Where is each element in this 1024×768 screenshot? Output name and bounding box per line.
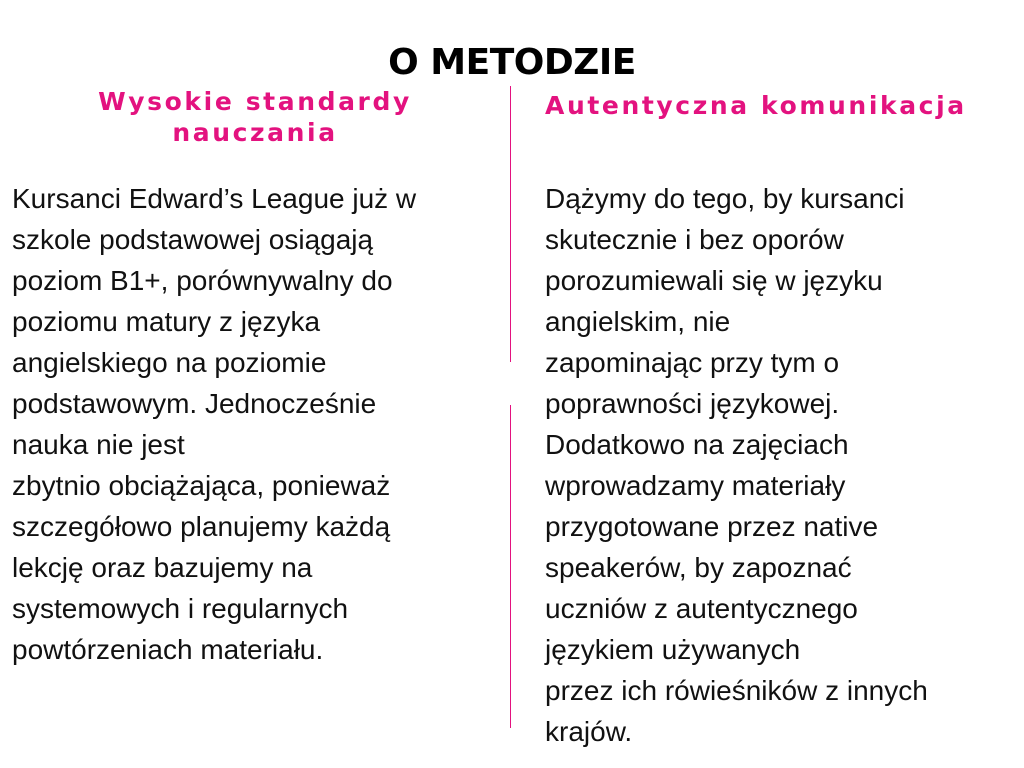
right-column-body: Dążymy do tego, by kursanci skutecznie i bez oporów porozumiewali się w języku angielskim, nie zapominając przy tym o poprawności językowej. Dodatkowo na zajęciach wprowadzamy materiały przygotowane przez native speakerów, by zapoznać uczniów z autentycznego językiem używanych przez ich rówieśników z innych krajów. — [545, 183, 928, 747]
column-divider-bottom — [510, 405, 511, 728]
column-divider-top — [510, 86, 511, 362]
page-title: O METODZIE — [388, 42, 636, 84]
right-column-heading: Autentyczna komunikacja — [545, 91, 967, 120]
left-column-body: Kursanci Edward’s League już w szkole podstawowej osiągają poziom B1+, porównywalny do poziomu matury z języka angielskiego na poziomie podstawowym. Jednocześnie nauka nie jest zbytnio obciążająca, ponieważ szczegółowo planujemy każdą lekcję oraz bazujemy na systemowych i regularnych powtórzeniach materiału. — [12, 183, 417, 665]
left-column-heading: Wysokie standardy nauczania — [98, 87, 412, 147]
